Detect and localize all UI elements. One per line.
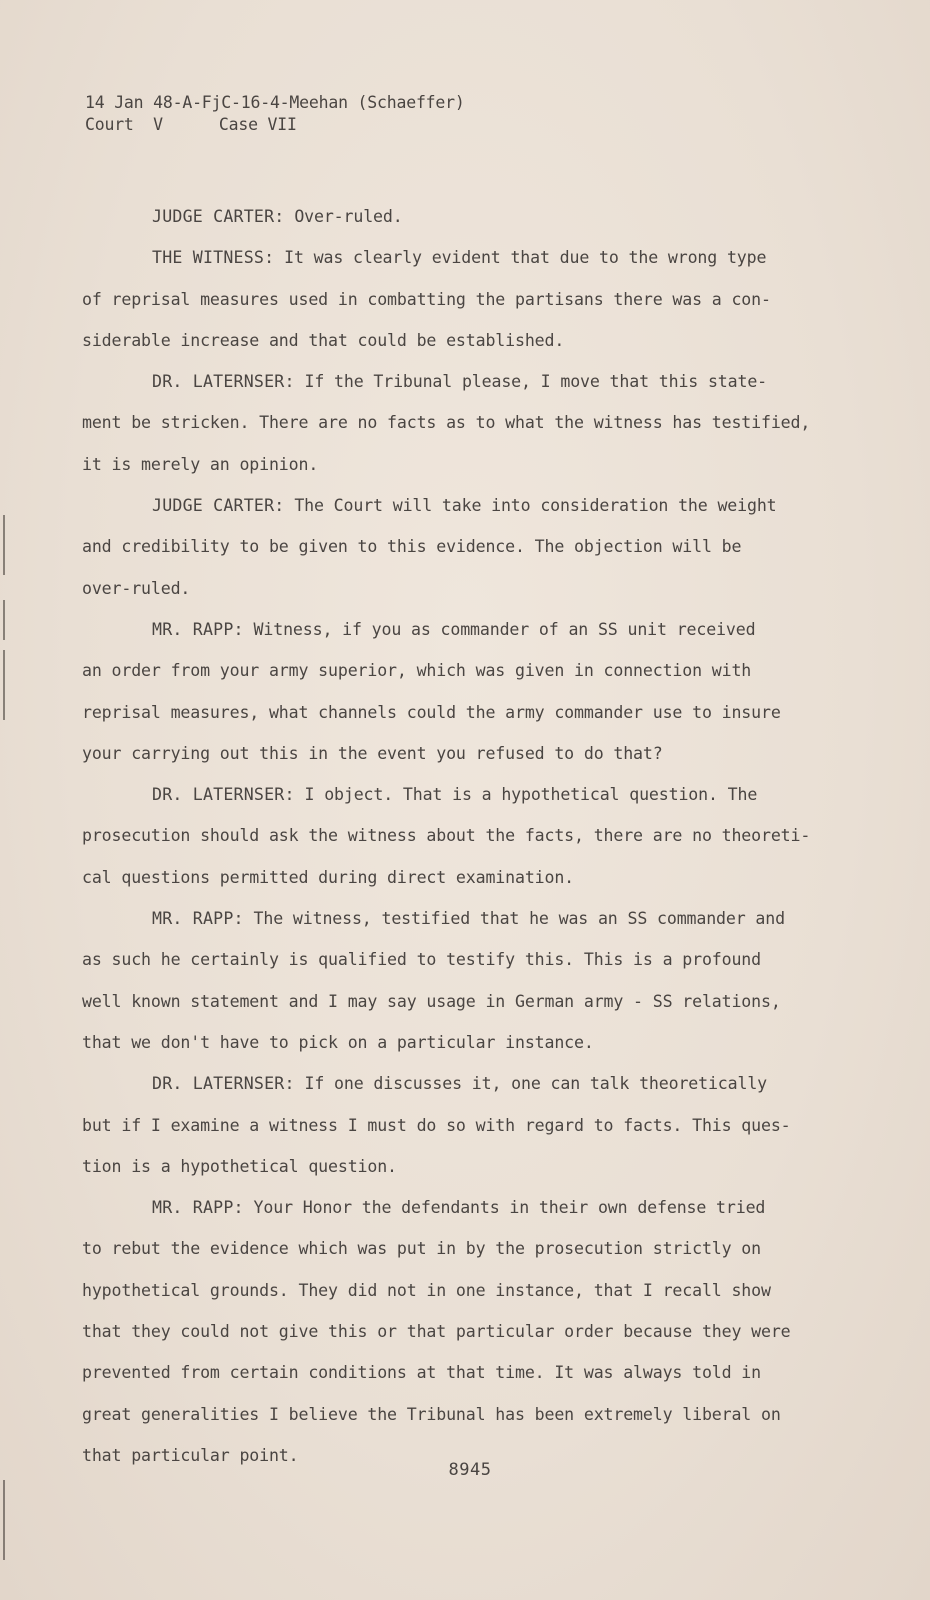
court-value: V <box>153 115 163 134</box>
paragraph-text: If the Tribunal please, I move that this state- ment be stricken. There are no facts as to what the witness has testified, it is merely an opinion. <box>82 372 811 474</box>
speaker-name: DR. LATERNSER: <box>152 785 295 805</box>
paragraph-text: The Court will take into consideration the weight and credibility to be given to this evidence. The objection will be over-ruled. <box>82 496 777 598</box>
speaker-name: DR. LATERNSER: <box>152 372 295 392</box>
case-label: Case <box>218 115 258 134</box>
speaker-name: JUDGE CARTER: <box>152 496 285 516</box>
scan-edge-mark <box>3 650 5 720</box>
scan-edge-mark <box>3 515 5 575</box>
speaker-name: DR. LATERNSER: <box>152 1074 295 1094</box>
transcript-paragraph <box>82 1187 872 1476</box>
document-header <box>85 92 465 136</box>
paragraph-text: Your Honor the defendants in their own defense tried to rebut the evidence which was put in by the prosecution strictly on hypothetical grounds. They did not in one instance, that I recall show that they could not give this or that particular order because they were prevented from certain conditions at that time. It was always told in great generalities I believe the Tribunal has been extremely liberal on that particular point. <box>82 1198 791 1465</box>
paragraph-text: I object. That is a hypothetical question. The prosecution should ask the witness about the facts, there are no theoreti- cal questions permitted during direct examination. <box>82 785 811 887</box>
speaker-name: MR. RAPP: <box>152 909 244 929</box>
paragraph-text: Witness, if you as commander of an SS unit received an order from your army superior, which was given in connection with reprisal measures, what channels could the army commander use to insure your carrying out this in the event you refused to do that? <box>82 619 781 763</box>
speaker-name: JUDGE CARTER: <box>152 207 285 226</box>
reference-line: 14 Jan 48-A-FjC-16-4-Meehan (Schaeffer) <box>85 93 465 112</box>
court-label: Court <box>85 115 134 134</box>
paragraph-text: If one discusses it, one can talk theoretically but if I examine a witness I must do so with regard to facts. This ques- tion is a hypothetical question. <box>82 1074 791 1176</box>
transcript-paragraph <box>82 196 872 237</box>
case-value: VII <box>267 115 297 134</box>
transcript-paragraph <box>82 609 872 774</box>
transcript-paragraph <box>82 485 872 609</box>
scan-edge-mark <box>3 600 5 640</box>
transcript-paragraph <box>82 1063 872 1187</box>
paragraph-text: It was clearly evident that due to the wrong type of reprisal measures used in combatting the partisans there was a con- siderable increase and that could be established. <box>82 248 771 350</box>
transcript-paragraph <box>82 237 872 361</box>
speaker-name: THE WITNESS: <box>152 248 275 268</box>
transcript-paragraph <box>82 898 872 1063</box>
court-case-line <box>85 114 465 136</box>
transcript-paragraph <box>82 774 872 898</box>
transcript-body <box>82 196 872 1476</box>
paragraph-text: Over-ruled. <box>284 207 403 226</box>
speaker-name: MR. RAPP: <box>152 619 244 639</box>
page-number: 8945 <box>448 1460 492 1480</box>
paragraph-text: The witness, testified that he was an SS commander and as such he certainly is qualified to testify this. This is a profound well known statement and I may say usage in German army - SS relations, that we don't have to pick on a particular instance. <box>82 909 785 1052</box>
scan-edge-mark <box>3 1480 5 1560</box>
speaker-name: MR. RAPP: <box>152 1198 244 1218</box>
transcript-paragraph <box>82 361 872 485</box>
